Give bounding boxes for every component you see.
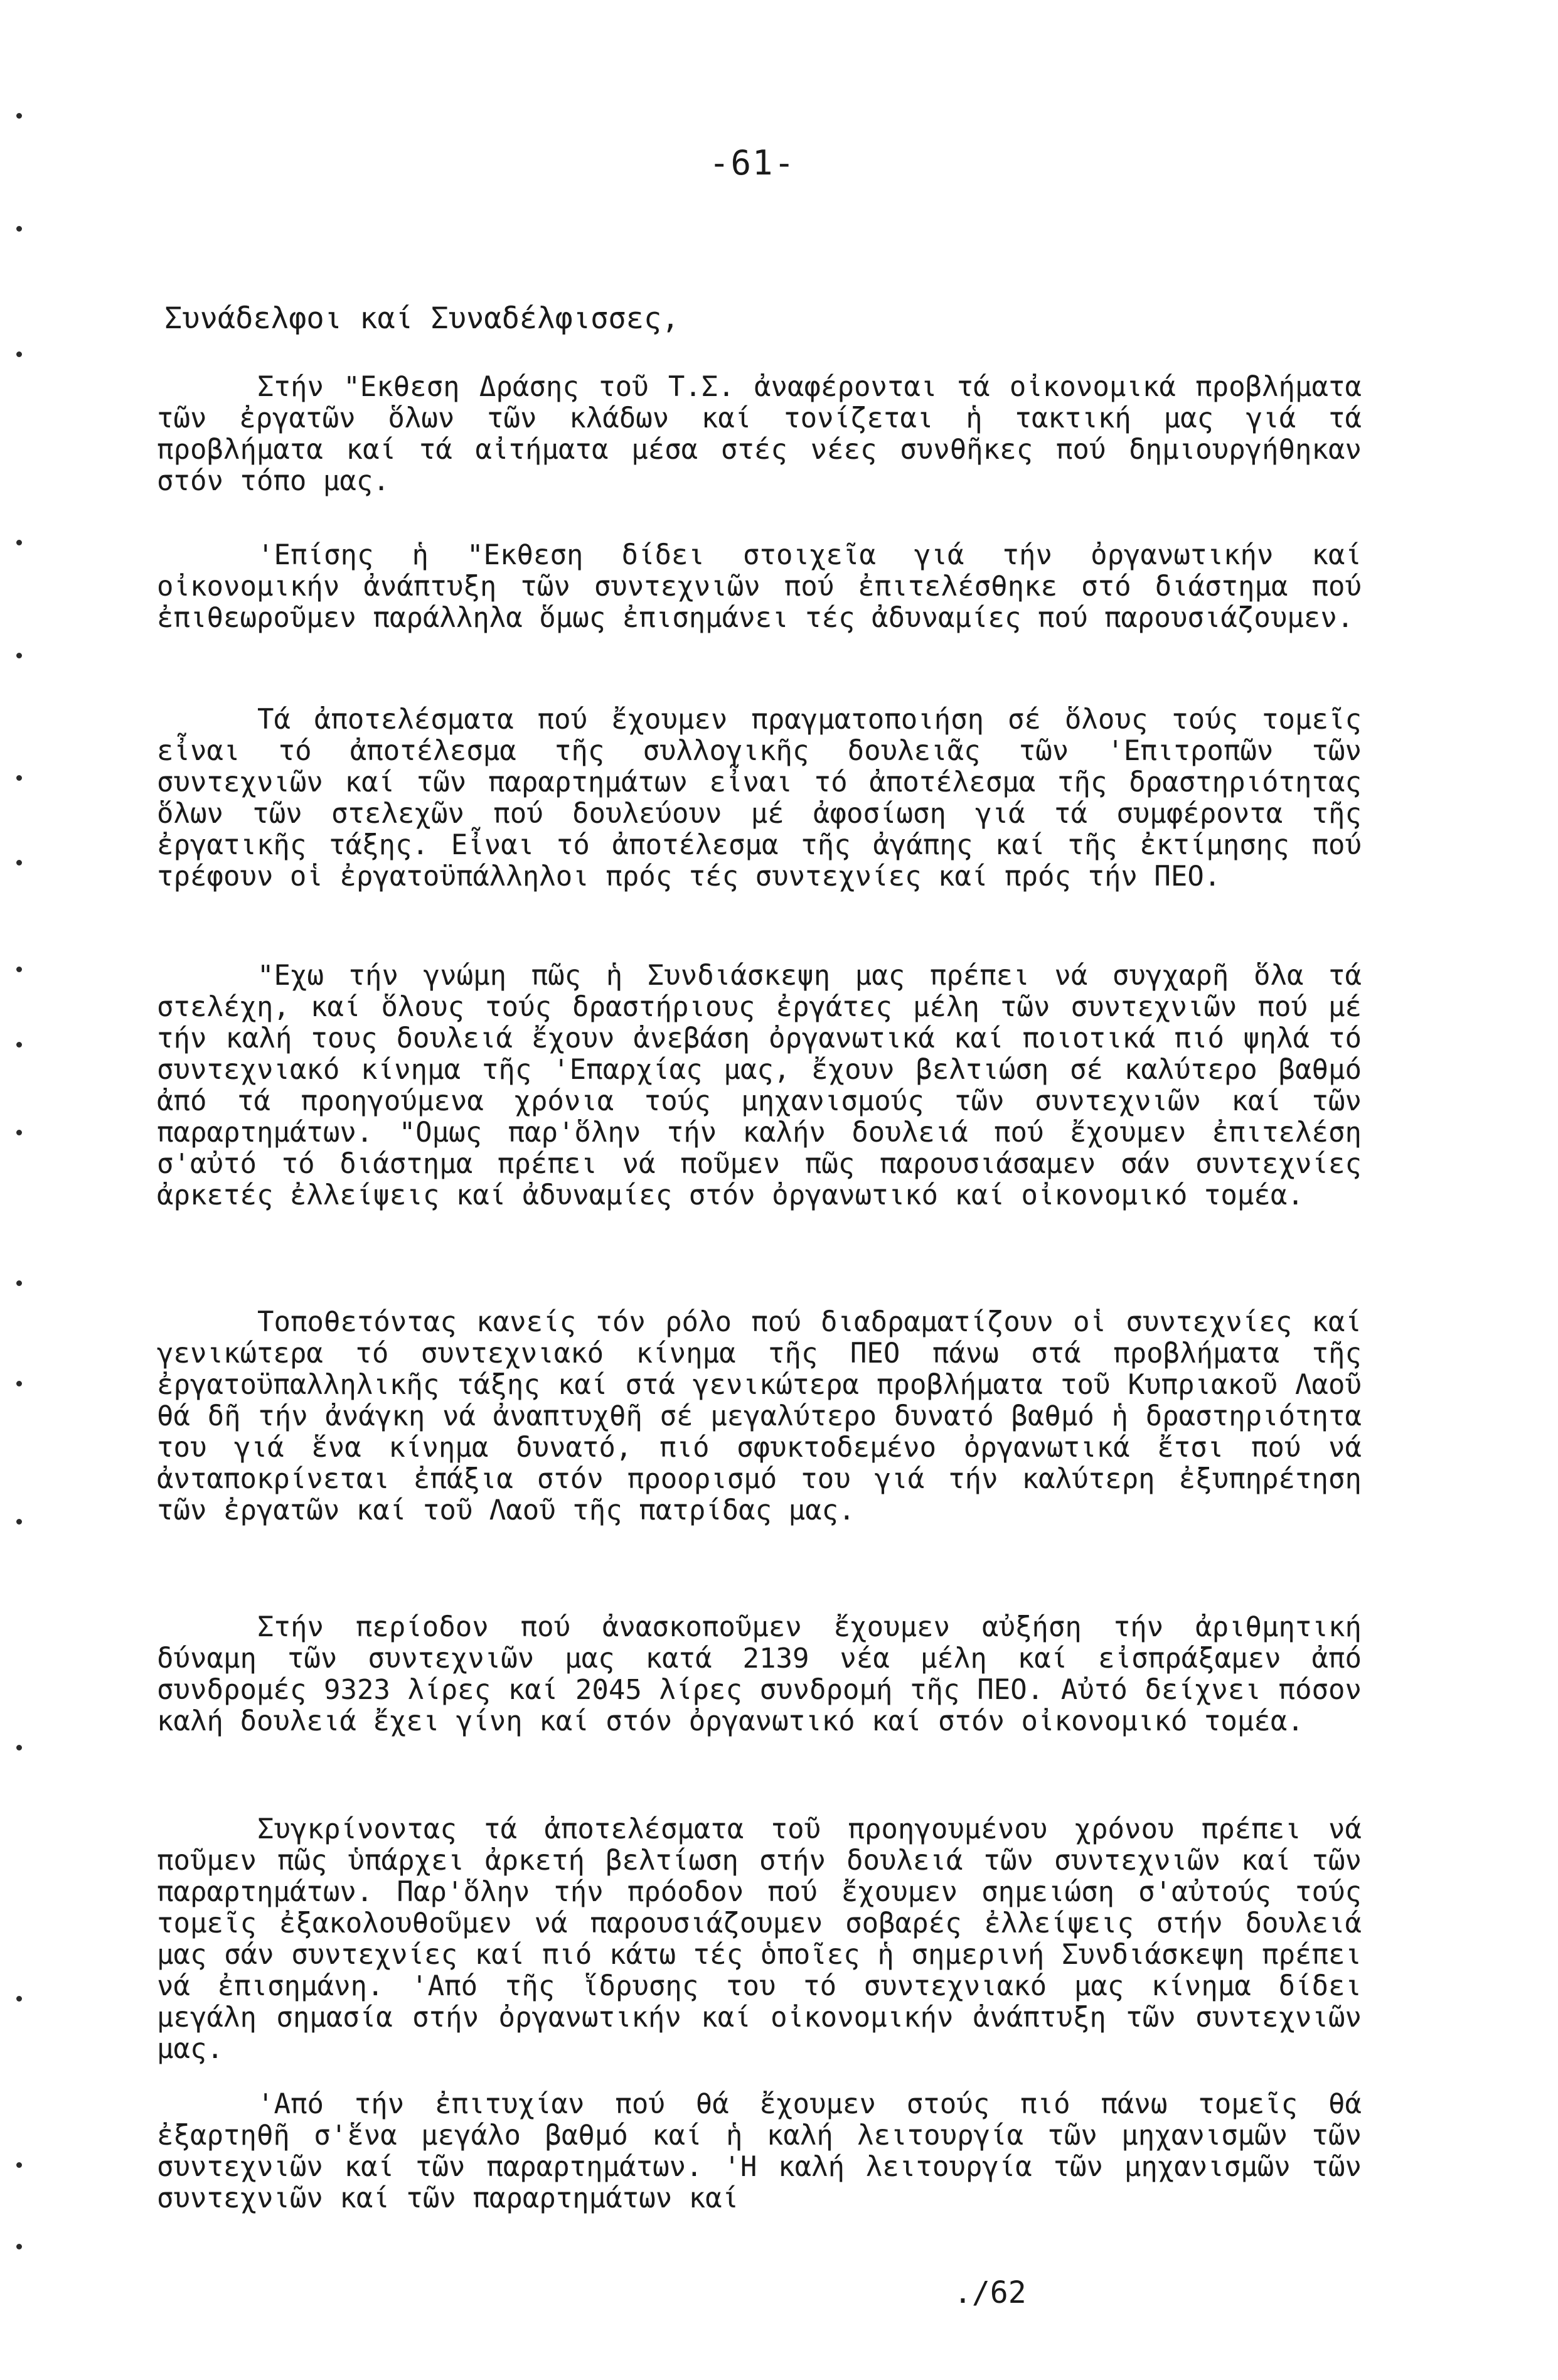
paragraph-7: Συγκρίνοντας τά ἀποτελέσματα τοῦ προηγουμένου χρόνου πρέπει νά ποῦμεν πῶς ὑπάρχει ἀρκετή βελτίωση στήν δουλειά τῶν συντεχνιῶν καί τῶν παραρτημάτων. Παρ'ὅλην τήν πρόοδον πού ἔχουμεν σημειώση σ'αὐτούς τούς τομεῖς ἐξακολουθοῦμεν νά παρουσιάζουμεν σοβαρές ἐλλείψεις στήν δουλειά μας σάν συντεχνίες καί πιό κάτω τές ὁποῖες ἡ σημερινή Συνδιάσκεψη πρέπει νά ἐπισημάνη. 'Από τῆς ἵδρυσης του τό συντεχνιακό μας κίνημα δίδει μεγάλη σημασία στήν ὀργανωτικήν καί οἰκονομικήν ἀνάπτυξη τῶν συντεχνιῶν μας. xyxy=(157,1813,1362,2065)
margin-dot xyxy=(16,2162,22,2168)
paragraph-6: Στήν περίοδον πού ἀνασκοποῦμεν ἔχουμεν αὐξήση τήν ἀριθμητική δύναμη τῶν συντεχνιῶν μας κατά 2139 νέα μέλη καί εἰσπράξαμεν ἀπό συνδρομές 9323 λίρες καί 2045 λίρες συνδρομή τῆς ΠΕΟ. Αὐτό δείχνει πόσον καλή δουλειά ἔχει γίνη καί στόν ὀργανωτικό καί στόν οἰκονομικό τομέα. xyxy=(157,1611,1362,1737)
margin-dot xyxy=(16,967,22,972)
paragraph-1: Στήν "Εκθεση Δράσης τοῦ Τ.Σ. ἀναφέρονται τά οἰκονομικά προβλήματα τῶν ἐργατῶν ὅλων τῶν κλάδων καί τονίζεται ἡ τακτική μας γιά τά προβλήματα καί τά αἰτήματα μέσα στές νέες συνθῆκες πού δημιουργήθηκαν στόν τόπο μας. xyxy=(157,371,1362,497)
margin-dot xyxy=(16,1042,22,1048)
paragraph-4: "Εχω τήν γνώμη πῶς ἡ Συνδιάσκεψη μας πρέπει νά συγχαρῆ ὅλα τά στελέχη, καί ὅλους τούς δραστήριους ἐργάτες μέλη τῶν συντεχνιῶν πού μέ τήν καλή τους δουλειά ἔχουν ἀνεβάση ὀργανωτικά καί ποιοτικά πιό ψηλά τό συντεχνιακό κίνημα τῆς 'Επαρχίας μας, ἔχουν βελτιώση σέ καλύτερο βαθμό ἀπό τά προηγούμενα χρόνια τούς μηχανισμούς τῶν συντεχνιῶν καί τῶν παραρτημάτων. "Ομως παρ'ὅλην τήν καλήν δουλειά πού ἔχουμεν ἐπιτελέση σ'αὐτό τό διάστημα πρέπει νά ποῦμεν πῶς παρουσιάσαμεν σάν συντεχνίες ἀρκετές ἐλλείψεις καί ἀδυναμίες στόν ὀργανωτικό καί οἰκονομικό τομέα. xyxy=(157,960,1362,1211)
margin-dot xyxy=(16,1745,22,1750)
paragraph-8: 'Από τήν ἐπιτυχίαν πού θά ἔχουμεν στούς πιό πάνω τομεῖς θά ἐξαρτηθῆ σ'ἕνα μεγάλο βαθμό καί ἡ καλή λειτουργία τῶν μηχανισμῶν τῶν συντεχνιῶν καί τῶν παραρτημάτων. 'Η καλή λειτουργία τῶν μηχανισμῶν τῶν συντεχνιῶν καί τῶν παραρτημάτων καί xyxy=(157,2088,1362,2214)
margin-dot xyxy=(16,540,22,545)
paragraph-3: Τά ἀποτελέσματα πού ἔχουμεν πραγματοποιήση σέ ὅλους τούς τομεῖς εἶναι τό ἀποτέλεσμα τῆς συλλογικῆς δουλειᾶς τῶν 'Επιτροπῶν τῶν συντεχνιῶν καί τῶν παραρτημάτων εἶναι τό ἀποτέλεσμα τῆς δραστηριότητας ὅλων τῶν στελεχῶν πού δουλεύουν μέ ἀφοσίωση γιά τά συμφέροντα τῆς ἐργατικῆς τάξης. Εἶναι τό ἀποτέλεσμα τῆς ἀγάπης καί τῆς ἐκτίμησης πού τρέφουν οἱ ἐργατοϋπάλληλοι πρός τές συντεχνίες καί πρός τήν ΠΕΟ. xyxy=(157,704,1362,893)
paragraph-2: 'Επίσης ἡ "Εκθεση δίδει στοιχεῖα γιά τήν ὀργανωτικήν καί οἰκονομικήν ἀνάπτυξη τῶν συντεχνιῶν πού ἐπιτελέσθηκε στό διάστημα πού ἐπιθεωροῦμεν παράλληλα ὅμως ἐπισημάνει τές ἀδυναμίες πού παρουσιάζουμεν. xyxy=(157,539,1362,634)
margin-dot xyxy=(16,775,22,781)
margin-dot xyxy=(16,1519,22,1525)
margin-dot xyxy=(16,1381,22,1386)
salutation: Συνάδελφοι καί Συναδέλφισσες, xyxy=(164,301,680,336)
margin-dot xyxy=(16,653,22,658)
margin-dot xyxy=(16,1280,22,1286)
margin-dot xyxy=(16,226,22,232)
margin-dot xyxy=(16,113,22,119)
margin-dot xyxy=(16,860,22,866)
continuation-marker: ./62 xyxy=(954,2275,1027,2310)
page-number: -61- xyxy=(709,143,796,183)
margin-dot xyxy=(16,351,22,357)
paragraph-5: Τοποθετόντας κανείς τόν ρόλο πού διαδραματίζουν οἱ συντεχνίες καί γενικώτερα τό συντεχνιακό κίνημα τῆς ΠΕΟ πάνω στά προβλήματα τῆς ἐργατοϋπαλληλικῆς τάξης καί στά γενικώτερα προβλήματα τοῦ Κυπριακοῦ Λαοῦ θά δῆ τήν ἀνάγκη νά ἀναπτυχθῆ σέ μεγαλύτερο δυνατό βαθμό ἡ δραστηριότητα του γιά ἕνα κίνημα δυνατό, πιό σφυκτοδεμένο ὀργανωτικά ἔτσι πού νά ἀνταποκρίνεται ἐπάξια στόν προορισμό του γιά τήν καλύτερη ἐξυπηρέτηση τῶν ἐργατῶν καί τοῦ Λαοῦ τῆς πατρίδας μας. xyxy=(157,1306,1362,1526)
margin-dot xyxy=(16,2244,22,2249)
margin-dot xyxy=(16,1130,22,1135)
margin-dot xyxy=(16,1996,22,2002)
